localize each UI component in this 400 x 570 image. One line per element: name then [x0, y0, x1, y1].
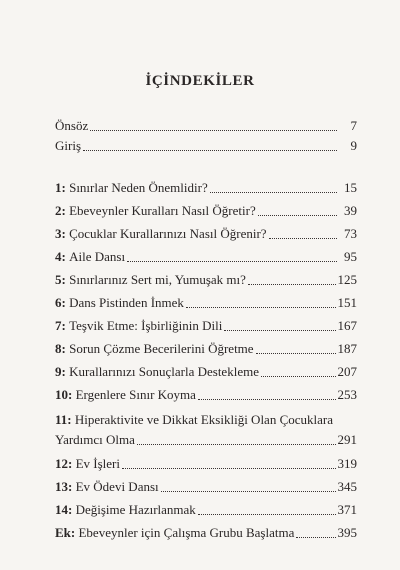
- toc-page-number: 9: [350, 138, 357, 153]
- dot-leader: [198, 398, 336, 400]
- toc-entry-label: Aile Dansı: [69, 249, 126, 264]
- toc-entry-label: Çocuklar Kurallarınızı Nasıl Öğrenir?: [69, 226, 267, 241]
- dot-leader: [137, 443, 336, 445]
- toc-entry-label: Kurallarınızı Sonuçlarla Destekleme: [69, 364, 259, 379]
- chapter-number: 10:: [55, 387, 73, 402]
- toc-page-number: 345: [337, 479, 357, 494]
- dot-leader: [261, 375, 336, 377]
- dot-leader: [248, 283, 336, 285]
- toc-entry-appendix[interactable]: [55, 525, 357, 541]
- toc-entry-label: Sınırlarınız Sert mi, Yumuşak mı?: [69, 272, 246, 287]
- toc-entry-chapter-5[interactable]: [55, 272, 357, 288]
- dot-leader: [256, 352, 336, 354]
- toc-entry-label: Sorun Çözme Becerilerini Öğretme: [69, 341, 254, 356]
- toc-entry-chapter-2[interactable]: [55, 203, 357, 219]
- chapter-number: 6:: [55, 295, 66, 310]
- toc-entry-label: Ebeveynler Kuralları Nasıl Öğretir?: [69, 203, 256, 218]
- page-title: İÇİNDEKİLER: [145, 73, 255, 89]
- toc-entry-label: Sınırlar Neden Önemlidir?: [69, 180, 208, 195]
- dot-leader: [122, 467, 336, 469]
- toc-page-number: 15: [344, 180, 357, 195]
- chapter-number: 4:: [55, 249, 66, 264]
- toc-entry-onsoz[interactable]: [55, 118, 357, 134]
- toc-entry-chapter-14[interactable]: [55, 502, 357, 518]
- toc-entry-label: Hiperaktivite ve Dikkat Eksikliği Olan Çocuklara: [74, 412, 334, 427]
- chapter-number: 9:: [55, 364, 66, 379]
- dot-leader: [127, 260, 337, 262]
- toc-entry-chapter-12[interactable]: [55, 456, 357, 472]
- toc-entry-label: Ev Ödevi Dansı: [75, 479, 159, 494]
- chapter-number: 12:: [55, 456, 73, 471]
- chapter-number: Ek:: [55, 525, 76, 540]
- toc-page-number: 371: [337, 502, 357, 517]
- toc-page-number: 395: [337, 525, 357, 540]
- toc-page-number: 151: [337, 295, 357, 310]
- toc-entry-label: Teşvik Etme: İşbirliğinin Dili: [69, 318, 223, 333]
- toc-entry-chapter-1[interactable]: [55, 180, 357, 196]
- toc-entry-label: Dans Pistinden İnmek: [69, 295, 184, 310]
- toc-page-number: 187: [337, 341, 357, 356]
- toc-page-number: 207: [337, 364, 357, 379]
- toc-entry-label: Giriş: [55, 138, 81, 153]
- toc-entry-chapter-4[interactable]: [55, 249, 357, 265]
- toc-entry-label: Ebeveynler için Çalışma Grubu Başlatma: [78, 525, 295, 540]
- dot-leader: [198, 513, 336, 515]
- toc-entry-chapter-6[interactable]: [55, 295, 357, 311]
- toc-entry-chapter-11[interactable]: [55, 412, 357, 448]
- toc-entry-chapter-9[interactable]: [55, 364, 357, 380]
- toc-page-number: 73: [344, 226, 357, 241]
- toc-entry-line-2: [55, 432, 357, 448]
- dot-leader: [269, 237, 337, 239]
- toc-entry-label: Değişime Hazırlanmak: [75, 502, 196, 517]
- toc-entry-chapter-10[interactable]: [55, 387, 357, 403]
- chapter-number: 1:: [55, 180, 66, 195]
- dot-leader: [296, 536, 335, 538]
- toc-page-number: 125: [337, 272, 357, 287]
- chapter-number: 11:: [55, 412, 72, 427]
- toc-page-number: 291: [337, 432, 357, 447]
- toc-entry-label: Ev İşleri: [75, 456, 120, 471]
- toc-entry-label: Ergenlere Sınır Koyma: [75, 387, 196, 402]
- toc-entry-chapter-8[interactable]: [55, 341, 357, 357]
- chapter-number: 7:: [55, 318, 66, 333]
- dot-leader: [210, 191, 337, 193]
- toc-entry-label-continued: Yardımcı Olma: [55, 432, 135, 447]
- dot-leader: [161, 490, 336, 492]
- chapter-number: 2:: [55, 203, 66, 218]
- chapter-number: 14:: [55, 502, 73, 517]
- toc-page-number: 39: [344, 203, 357, 218]
- chapter-number: 3:: [55, 226, 66, 241]
- toc-page-number: 319: [337, 456, 357, 471]
- dot-leader: [83, 149, 337, 151]
- toc-page-number: 253: [337, 387, 357, 402]
- toc-entry-chapter-7[interactable]: [55, 318, 357, 334]
- chapter-number: 13:: [55, 479, 73, 494]
- toc-entry-chapter-3[interactable]: [55, 226, 357, 242]
- chapter-number: 8:: [55, 341, 66, 356]
- toc-page-number: 7: [350, 118, 357, 133]
- dot-leader: [90, 129, 337, 131]
- toc-entry-line-1: [55, 412, 357, 428]
- toc-entry-giris[interactable]: [55, 138, 357, 154]
- toc-page-number: 167: [337, 318, 357, 333]
- toc-entry-chapter-13[interactable]: [55, 479, 357, 495]
- dot-leader: [186, 306, 336, 308]
- dot-leader: [258, 214, 337, 216]
- dot-leader: [224, 329, 335, 331]
- toc-page-number: 95: [344, 249, 357, 264]
- toc-entry-label: Önsöz: [55, 118, 89, 133]
- chapter-number: 5:: [55, 272, 66, 287]
